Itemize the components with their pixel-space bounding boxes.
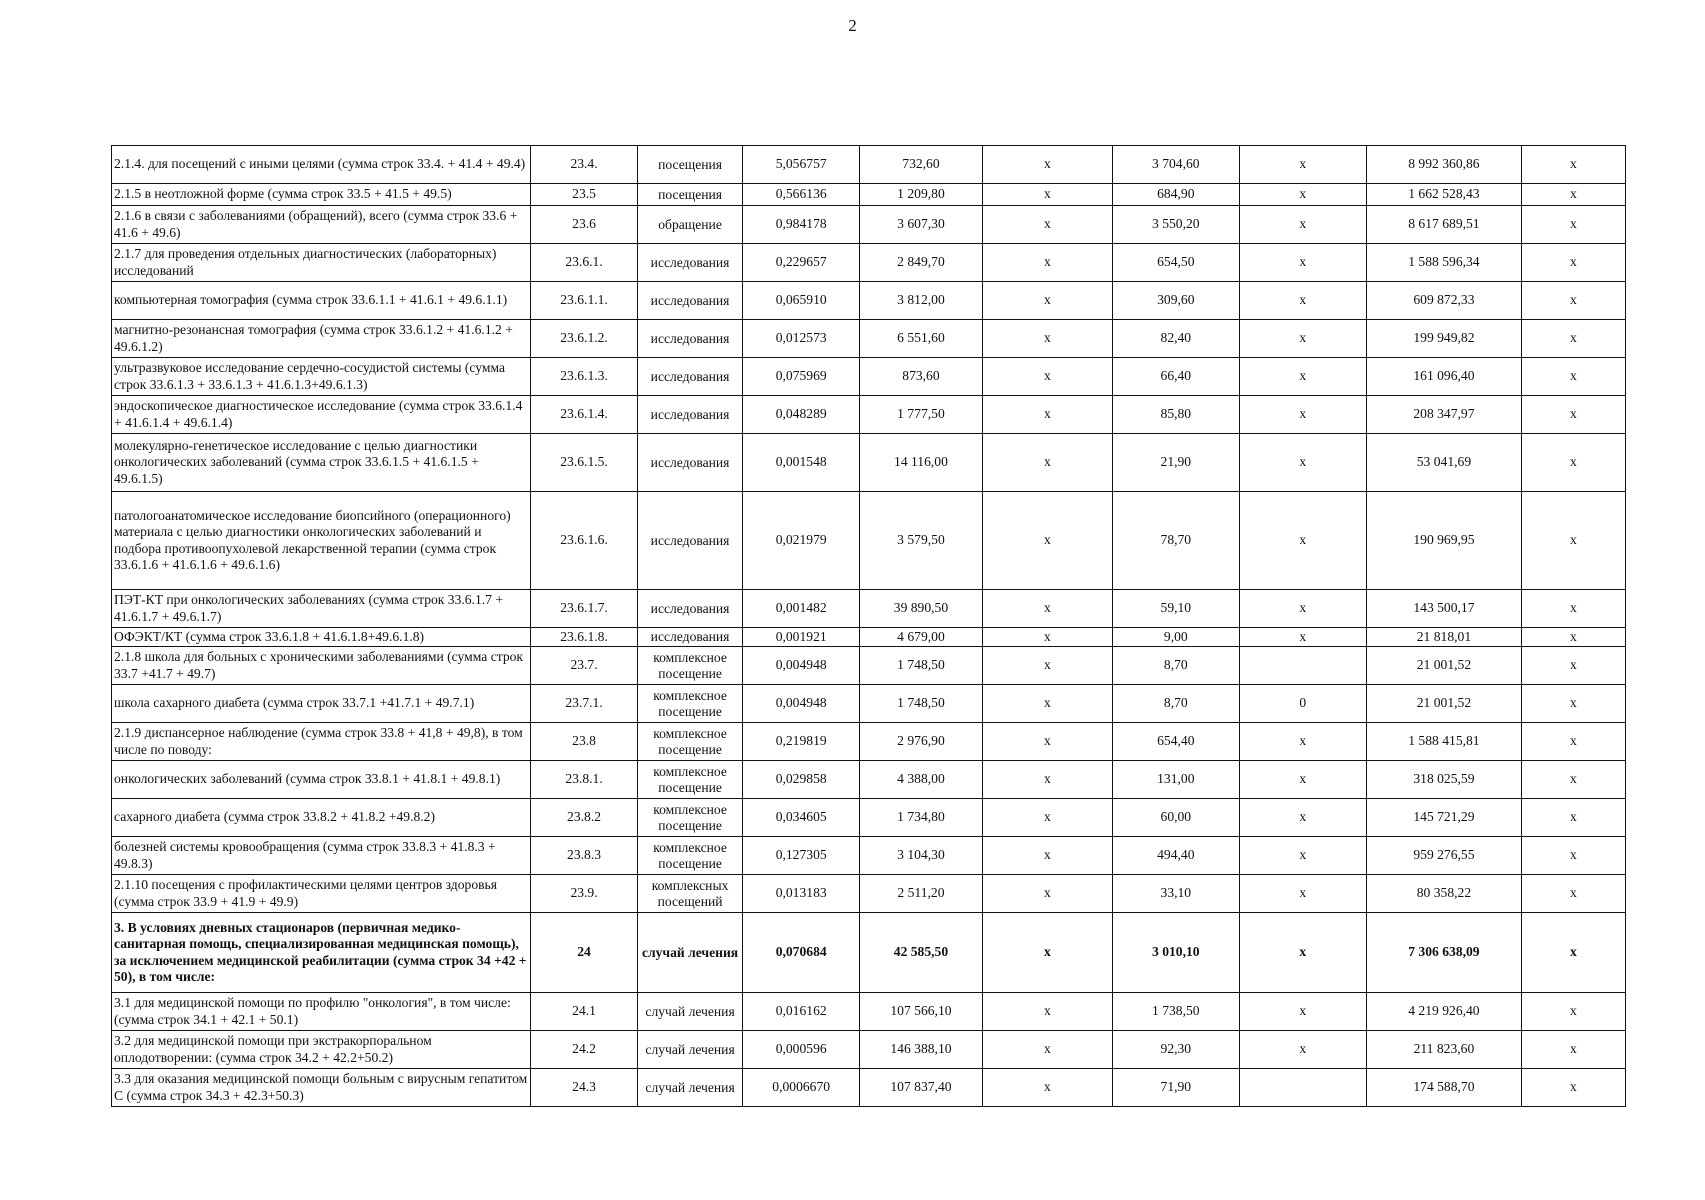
row-unit-cell: исследования	[638, 492, 743, 590]
value-cell: 0,984178	[743, 206, 860, 244]
value-cell: 1 662 528,43	[1366, 184, 1521, 206]
row-name-cell: 3.2 для медицинской помощи при экстракорпоральном оплодотворении: (сумма строк 34.2 + 42.2+50.2)	[112, 1031, 531, 1069]
value-cell: 0,029858	[743, 761, 860, 799]
value-cell: x	[1521, 647, 1625, 685]
table-row	[112, 875, 1626, 913]
value-cell: 0,012573	[743, 320, 860, 358]
row-code-cell: 24	[531, 913, 638, 993]
value-cell: x	[1521, 723, 1625, 761]
value-cell: x	[1521, 282, 1625, 320]
value-cell: 0,566136	[743, 184, 860, 206]
value-cell: x	[982, 993, 1112, 1031]
value-cell: 654,50	[1113, 244, 1239, 282]
value-cell: x	[982, 396, 1112, 434]
value-cell: 39 890,50	[860, 590, 982, 628]
row-unit-cell: посещения	[638, 184, 743, 206]
row-name-cell: онкологических заболеваний (сумма строк 33.8.1 + 41.8.1 + 49.8.1)	[112, 761, 531, 799]
value-cell: 3 550,20	[1113, 206, 1239, 244]
table-row	[112, 206, 1626, 244]
value-cell: x	[982, 761, 1112, 799]
value-cell: 494,40	[1113, 837, 1239, 875]
row-name-cell: болезней системы кровообращения (сумма строк 33.8.3 + 41.8.3 + 49.8.3)	[112, 837, 531, 875]
row-unit-cell: исследования	[638, 628, 743, 647]
row-name-cell: 3.3 для оказания медицинской помощи больным с вирусным гепатитом С (сумма строк 34.3 + 42.3+50.3)	[112, 1069, 531, 1107]
value-cell: 161 096,40	[1366, 358, 1521, 396]
value-cell: 0,001921	[743, 628, 860, 647]
value-cell: x	[1521, 146, 1625, 184]
row-name-cell: эндоскопическое диагностическое исследование (сумма строк 33.6.1.4 + 41.6.1.4 + 49.6.1.4)	[112, 396, 531, 434]
row-code-cell: 23.7.	[531, 647, 638, 685]
row-code-cell: 23.5	[531, 184, 638, 206]
row-unit-cell: случай лечения	[638, 1031, 743, 1069]
value-cell: 959 276,55	[1366, 837, 1521, 875]
value-cell: x	[1521, 320, 1625, 358]
value-cell: x	[1239, 492, 1366, 590]
row-name-cell: 2.1.7 для проведения отдельных диагностических (лабораторных) исследований	[112, 244, 531, 282]
value-cell: 3 010,10	[1113, 913, 1239, 993]
value-cell: 3 704,60	[1113, 146, 1239, 184]
value-cell: 6 551,60	[860, 320, 982, 358]
value-cell: x	[982, 184, 1112, 206]
value-cell: 143 500,17	[1366, 590, 1521, 628]
value-cell: 1 748,50	[860, 647, 982, 685]
row-name-cell: школа сахарного диабета (сумма строк 33.7.1 +41.7.1 + 49.7.1)	[112, 685, 531, 723]
row-code-cell: 23.9.	[531, 875, 638, 913]
table-row	[112, 1069, 1626, 1107]
value-cell: 0,013183	[743, 875, 860, 913]
row-name-cell: 3.1 для медицинской помощи по профилю "онкология", в том числе: (сумма строк 34.1 + 42.1 + 50.1)	[112, 993, 531, 1031]
row-code-cell: 23.8.2	[531, 799, 638, 837]
value-cell: 190 969,95	[1366, 492, 1521, 590]
value-cell: x	[1521, 244, 1625, 282]
value-cell: 0,034605	[743, 799, 860, 837]
value-cell: 33,10	[1113, 875, 1239, 913]
table-body	[112, 146, 1626, 1107]
table-row	[112, 244, 1626, 282]
value-cell: 66,40	[1113, 358, 1239, 396]
row-code-cell: 23.6.1.4.	[531, 396, 638, 434]
row-unit-cell: комплексное посещение	[638, 799, 743, 837]
row-unit-cell: комплексных посещений	[638, 875, 743, 913]
value-cell: 1 209,80	[860, 184, 982, 206]
value-cell: x	[982, 320, 1112, 358]
row-name-cell: 2.1.4. для посещений с иными целями (сумма строк 33.4. + 41.4 + 49.4)	[112, 146, 531, 184]
value-cell: 684,90	[1113, 184, 1239, 206]
value-cell: x	[1521, 590, 1625, 628]
value-cell: 3 579,50	[860, 492, 982, 590]
value-cell: x	[1239, 875, 1366, 913]
value-cell: x	[1239, 837, 1366, 875]
row-code-cell: 23.6.1.6.	[531, 492, 638, 590]
row-code-cell: 23.6.1.1.	[531, 282, 638, 320]
value-cell: 7 306 638,09	[1366, 913, 1521, 993]
table-row	[112, 913, 1626, 993]
table-row	[112, 396, 1626, 434]
value-cell: 53 041,69	[1366, 434, 1521, 492]
value-cell: 8 617 689,51	[1366, 206, 1521, 244]
row-name-cell: молекулярно-генетическое исследование с целью диагностики онкологических заболеваний (сумма строк 33.6.1.5 + 41.6.1.5 + 49.6.1.5)	[112, 434, 531, 492]
value-cell: 1 738,50	[1113, 993, 1239, 1031]
value-cell: x	[1239, 320, 1366, 358]
row-code-cell: 23.6.1.2.	[531, 320, 638, 358]
value-cell: x	[1239, 799, 1366, 837]
value-cell: x	[982, 837, 1112, 875]
row-unit-cell: комплексное посещение	[638, 761, 743, 799]
row-code-cell: 23.4.	[531, 146, 638, 184]
table-row	[112, 358, 1626, 396]
table-row	[112, 590, 1626, 628]
value-cell: 21 001,52	[1366, 685, 1521, 723]
value-cell: x	[982, 282, 1112, 320]
row-name-cell: сахарного диабета (сумма строк 33.8.2 + 41.8.2 +49.8.2)	[112, 799, 531, 837]
value-cell: x	[1521, 1069, 1625, 1107]
value-cell: x	[1239, 590, 1366, 628]
row-code-cell: 23.6	[531, 206, 638, 244]
row-unit-cell: комплексное посещение	[638, 685, 743, 723]
value-cell: 1 588 415,81	[1366, 723, 1521, 761]
table-row	[112, 184, 1626, 206]
row-unit-cell: исследования	[638, 320, 743, 358]
table-row	[112, 799, 1626, 837]
value-cell: 1 748,50	[860, 685, 982, 723]
value-cell: 3 104,30	[860, 837, 982, 875]
value-cell: 0,001548	[743, 434, 860, 492]
value-cell: 5,056757	[743, 146, 860, 184]
value-cell: 309,60	[1113, 282, 1239, 320]
value-cell: x	[982, 647, 1112, 685]
row-unit-cell: посещения	[638, 146, 743, 184]
value-cell: x	[1239, 146, 1366, 184]
value-cell: x	[1239, 184, 1366, 206]
value-cell: 211 823,60	[1366, 1031, 1521, 1069]
row-name-cell: ОФЭКТ/КТ (сумма строк 33.6.1.8 + 41.6.1.8+49.6.1.8)	[112, 628, 531, 647]
value-cell: 0,048289	[743, 396, 860, 434]
value-cell: 0,001482	[743, 590, 860, 628]
value-cell: x	[1521, 396, 1625, 434]
value-cell: 0,127305	[743, 837, 860, 875]
value-cell: 0,000596	[743, 1031, 860, 1069]
value-cell: 873,60	[860, 358, 982, 396]
row-code-cell: 23.7.1.	[531, 685, 638, 723]
table-row	[112, 761, 1626, 799]
value-cell: 2 849,70	[860, 244, 982, 282]
value-cell: x	[982, 244, 1112, 282]
value-cell: x	[982, 628, 1112, 647]
row-unit-cell: случай лечения	[638, 993, 743, 1031]
value-cell: 21 001,52	[1366, 647, 1521, 685]
row-name-cell: 2.1.5 в неотложной форме (сумма строк 33.5 + 41.5 + 49.5)	[112, 184, 531, 206]
value-cell: 174 588,70	[1366, 1069, 1521, 1107]
value-cell: 1 734,80	[860, 799, 982, 837]
value-cell: 3 607,30	[860, 206, 982, 244]
value-cell: 42 585,50	[860, 913, 982, 993]
value-cell: 0,004948	[743, 685, 860, 723]
value-cell: 145 721,29	[1366, 799, 1521, 837]
value-cell: 0,219819	[743, 723, 860, 761]
value-cell: 199 949,82	[1366, 320, 1521, 358]
table-row	[112, 320, 1626, 358]
value-cell: 0,021979	[743, 492, 860, 590]
value-cell: x	[1521, 434, 1625, 492]
value-cell: x	[1239, 913, 1366, 993]
row-unit-cell: исследования	[638, 396, 743, 434]
value-cell: x	[1239, 206, 1366, 244]
value-cell: x	[1239, 723, 1366, 761]
value-cell: 131,00	[1113, 761, 1239, 799]
row-unit-cell: исследования	[638, 434, 743, 492]
value-cell: x	[1521, 875, 1625, 913]
row-unit-cell: случай лечения	[638, 913, 743, 993]
row-name-cell: патологоанатомическое исследование биопсийного (операционного) материала с целью диагностики онкологических заболеваний и подбора противоопухолевой лекарственной терапии (сумма строк 33.6.1.6 + 41.6.1.6 + 49.6.1.6)	[112, 492, 531, 590]
value-cell: 654,40	[1113, 723, 1239, 761]
value-cell: x	[1521, 993, 1625, 1031]
row-unit-cell: обращение	[638, 206, 743, 244]
value-cell: x	[1521, 206, 1625, 244]
value-cell: 146 388,10	[860, 1031, 982, 1069]
value-cell: x	[1239, 761, 1366, 799]
value-cell: 318 025,59	[1366, 761, 1521, 799]
value-cell: x	[1239, 358, 1366, 396]
value-cell: x	[1239, 434, 1366, 492]
row-name-cell: 2.1.10 посещения с профилактическими целями центров здоровья (сумма строк 33.9 + 41.9 + 49.9)	[112, 875, 531, 913]
value-cell: 2 976,90	[860, 723, 982, 761]
row-name-cell: магнитно-резонансная томография (сумма строк 33.6.1.2 + 41.6.1.2 + 49.6.1.2)	[112, 320, 531, 358]
value-cell: 0,016162	[743, 993, 860, 1031]
table-row	[112, 723, 1626, 761]
value-cell: 0,0006670	[743, 1069, 860, 1107]
value-cell: 0,065910	[743, 282, 860, 320]
value-cell: 85,80	[1113, 396, 1239, 434]
table-row	[112, 628, 1626, 647]
value-cell: 3 812,00	[860, 282, 982, 320]
value-cell: 0,229657	[743, 244, 860, 282]
value-cell: 60,00	[1113, 799, 1239, 837]
value-cell	[1239, 1069, 1366, 1107]
row-unit-cell: комплексное посещение	[638, 647, 743, 685]
value-cell: x	[1521, 837, 1625, 875]
value-cell: 0,075969	[743, 358, 860, 396]
row-code-cell: 23.6.1.3.	[531, 358, 638, 396]
value-cell: 4 388,00	[860, 761, 982, 799]
value-cell: 208 347,97	[1366, 396, 1521, 434]
value-cell: x	[1521, 913, 1625, 993]
row-unit-cell: исследования	[638, 358, 743, 396]
row-code-cell: 23.8	[531, 723, 638, 761]
table-row	[112, 282, 1626, 320]
row-code-cell: 24.1	[531, 993, 638, 1031]
row-unit-cell: случай лечения	[638, 1069, 743, 1107]
value-cell: x	[1239, 282, 1366, 320]
value-cell: x	[1239, 993, 1366, 1031]
table-row	[112, 1031, 1626, 1069]
value-cell: 107 566,10	[860, 993, 982, 1031]
value-cell: x	[1521, 184, 1625, 206]
value-cell: 14 116,00	[860, 434, 982, 492]
row-code-cell: 23.6.1.8.	[531, 628, 638, 647]
value-cell: x	[1239, 628, 1366, 647]
value-cell: 8 992 360,86	[1366, 146, 1521, 184]
value-cell: 80 358,22	[1366, 875, 1521, 913]
value-cell: x	[982, 492, 1112, 590]
value-cell: 21,90	[1113, 434, 1239, 492]
value-cell: 107 837,40	[860, 1069, 982, 1107]
row-unit-cell: комплексное посещение	[638, 837, 743, 875]
table-row	[112, 647, 1626, 685]
value-cell: 82,40	[1113, 320, 1239, 358]
value-cell: x	[982, 875, 1112, 913]
table-row	[112, 837, 1626, 875]
value-cell: 9,00	[1113, 628, 1239, 647]
row-code-cell: 23.6.1.5.	[531, 434, 638, 492]
value-cell: 8,70	[1113, 647, 1239, 685]
row-name-cell: ПЭТ-КТ при онкологических заболеваниях (сумма строк 33.6.1.7 + 41.6.1.7 + 49.6.1.7)	[112, 590, 531, 628]
value-cell: x	[1521, 628, 1625, 647]
row-code-cell: 23.6.1.7.	[531, 590, 638, 628]
value-cell: x	[1521, 1031, 1625, 1069]
row-name-cell: ультразвуковое исследование сердечно-сосудистой системы (сумма строк 33.6.1.3 + 33.6.1.3 + 41.6.1.3+49.6.1.3)	[112, 358, 531, 396]
data-table	[111, 145, 1626, 1107]
value-cell: x	[982, 723, 1112, 761]
row-unit-cell: исследования	[638, 590, 743, 628]
value-cell: x	[982, 590, 1112, 628]
value-cell: x	[982, 685, 1112, 723]
row-name-cell: 3. В условиях дневных стационаров (первичная медико-санитарная помощь, специализированная медицинская помощь), за исключением медицинской реабилитации (сумма строк 34 +42 + 50), в том числе:	[112, 913, 531, 993]
table-row	[112, 492, 1626, 590]
value-cell: x	[1521, 685, 1625, 723]
value-cell: x	[1521, 761, 1625, 799]
row-code-cell: 23.6.1.	[531, 244, 638, 282]
value-cell: 1 588 596,34	[1366, 244, 1521, 282]
table-row	[112, 146, 1626, 184]
table-row	[112, 685, 1626, 723]
value-cell: 4 679,00	[860, 628, 982, 647]
value-cell: x	[982, 146, 1112, 184]
value-cell: 4 219 926,40	[1366, 993, 1521, 1031]
value-cell: x	[1521, 799, 1625, 837]
row-name-cell: 2.1.6 в связи с заболеваниями (обращений), всего (сумма строк 33.6 + 41.6 + 49.6)	[112, 206, 531, 244]
value-cell: x	[982, 434, 1112, 492]
row-name-cell: 2.1.8 школа для больных с хроническими заболеваниями (сумма строк 33.7 +41.7 + 49.7)	[112, 647, 531, 685]
value-cell: x	[982, 799, 1112, 837]
value-cell: x	[1521, 358, 1625, 396]
value-cell: 0,004948	[743, 647, 860, 685]
value-cell: x	[1239, 396, 1366, 434]
value-cell: x	[982, 206, 1112, 244]
value-cell: 732,60	[860, 146, 982, 184]
value-cell: 92,30	[1113, 1031, 1239, 1069]
value-cell: x	[1239, 244, 1366, 282]
value-cell: 2 511,20	[860, 875, 982, 913]
value-cell: x	[982, 358, 1112, 396]
row-name-cell: 2.1.9 диспансерное наблюдение (сумма строк 33.8 + 41,8 + 49,8), в том числе по поводу:	[112, 723, 531, 761]
row-code-cell: 24.2	[531, 1031, 638, 1069]
table-row	[112, 993, 1626, 1031]
value-cell: 1 777,50	[860, 396, 982, 434]
value-cell: x	[982, 1031, 1112, 1069]
value-cell: 59,10	[1113, 590, 1239, 628]
value-cell: 609 872,33	[1366, 282, 1521, 320]
value-cell: 8,70	[1113, 685, 1239, 723]
row-unit-cell: исследования	[638, 244, 743, 282]
value-cell: 78,70	[1113, 492, 1239, 590]
value-cell	[1239, 647, 1366, 685]
value-cell: 71,90	[1113, 1069, 1239, 1107]
table-row	[112, 434, 1626, 492]
value-cell: x	[1239, 1031, 1366, 1069]
value-cell: x	[982, 913, 1112, 993]
value-cell: x	[1521, 492, 1625, 590]
row-unit-cell: исследования	[638, 282, 743, 320]
row-unit-cell: комплексное посещение	[638, 723, 743, 761]
value-cell: 21 818,01	[1366, 628, 1521, 647]
value-cell: x	[982, 1069, 1112, 1107]
value-cell: 0,070684	[743, 913, 860, 993]
row-code-cell: 23.8.1.	[531, 761, 638, 799]
row-name-cell: компьютерная томография (сумма строк 33.6.1.1 + 41.6.1 + 49.6.1.1)	[112, 282, 531, 320]
value-cell: 0	[1239, 685, 1366, 723]
row-code-cell: 23.8.3	[531, 837, 638, 875]
row-code-cell: 24.3	[531, 1069, 638, 1107]
page-number: 2	[848, 16, 857, 35]
